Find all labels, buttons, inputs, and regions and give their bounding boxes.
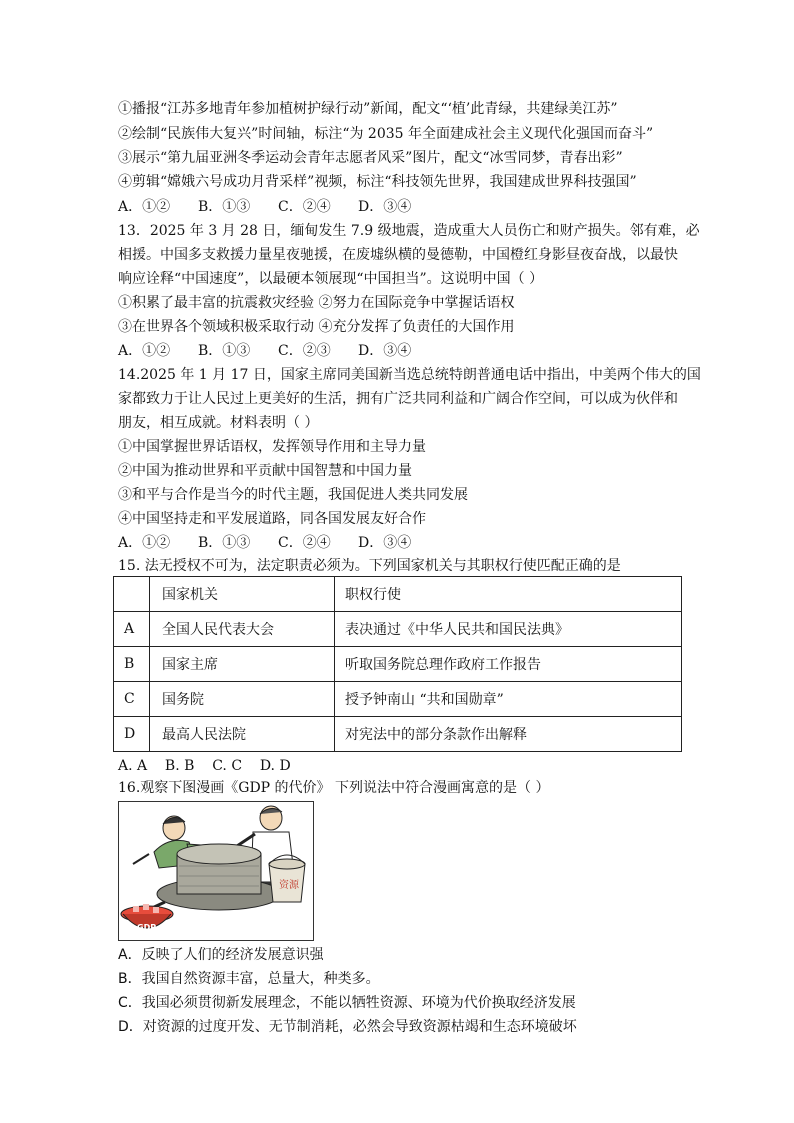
- q16-option-b: B．我国自然资源丰富，总量大，种类多。: [118, 971, 380, 987]
- q14-options: [118, 534, 411, 552]
- table-header-cell: 国家机关: [150, 577, 335, 612]
- q12-option-d: D．③④: [358, 199, 412, 215]
- table-cell-option: A: [114, 612, 150, 647]
- q16-option-d: D．对资源的过度开发、无节制消耗，必然会导致资源枯竭和生态环境破坏: [118, 1019, 577, 1035]
- table-row: [114, 612, 682, 647]
- q12-item-2: ②绘制“民族伟大复兴”时间轴，标注“为 2035 年全面建成社会主义现代化强国而奋斗”: [118, 126, 654, 142]
- table-cell-organ: 国务院: [150, 682, 335, 717]
- q12-options: [118, 198, 411, 216]
- q14-option-a: A．①②: [118, 535, 171, 551]
- q12-option-a: A．①②: [118, 199, 171, 215]
- table-cell-option: C: [114, 682, 150, 717]
- q13-stem-line-3: 响应诠释“中国速度”，以最硬本领展现“中国担当”。这说明中国（ ）: [118, 271, 544, 287]
- q13-option-a: A．①②: [118, 343, 171, 359]
- table-cell-power: 对宪法中的部分条款作出解释: [335, 717, 682, 752]
- q16-stem: 16.观察下图漫画《GDP 的代价》 下列说法中符合漫画寓意的是（ ）: [118, 780, 550, 796]
- q15-stem: 15. 法无授权不可为，法定职责必须为。下列国家机关与其职权行使匹配正确的是: [118, 558, 621, 574]
- q12-item-4: ④剪辑“嫦娥六号成功月背采样”视频，标注“科技领先世界，我国建成世界科技强国”: [118, 174, 637, 190]
- q15-table: [113, 576, 682, 752]
- q13-stem-line-1: 13．2025 年 3 月 28 日，缅甸发生 7.9 级地震，造成重大人员伤亡和财产损失。邻有难，必: [118, 223, 700, 239]
- table-row: [114, 717, 682, 752]
- table-cell-power: 听取国务院总理作政府工作报告: [335, 647, 682, 682]
- table-cell-option: B: [114, 647, 150, 682]
- table-cell-option: D: [114, 717, 150, 752]
- q12-item-1: ①播报“江苏多地青年参加植树护绿行动”新闻，配文“‘植’此青绿，共建绿美江苏”: [118, 101, 618, 117]
- q13-stem-line-2: 相援。中国多支救援力量星夜驰援，在废墟纵横的曼德勒，中国橙红身影昼夜奋战，以最快: [118, 247, 678, 263]
- q14-option-c: C．②④: [278, 535, 331, 551]
- q12-option-c: C．②④: [278, 199, 331, 215]
- gdp-bowl: [121, 904, 173, 932]
- q13-option-b: B．①③: [198, 343, 251, 359]
- q13-options: [118, 342, 411, 360]
- q13-option-d: D．③④: [358, 343, 412, 359]
- cartoon-illustration: [119, 802, 313, 940]
- q14-option-b: B．①③: [198, 535, 251, 551]
- table-row: [114, 682, 682, 717]
- q15-options: A. A B. B C. C D. D: [118, 758, 291, 774]
- table-cell-power: 表决通过《中华人民共和国民法典》: [335, 612, 682, 647]
- table-cell-organ: 国家主席: [150, 647, 335, 682]
- q12-item-3: ③展示“第九届亚洲冬季运动会青年志愿者风采”图片，配文“冰雪同梦，青春出彩”: [118, 150, 623, 166]
- table-cell-organ: 最高人民法院: [150, 717, 335, 752]
- q14-stem-line-3: 朋友，相互成就。材料表明（ ）: [118, 415, 319, 431]
- q16-option-a: A．反映了人们的经济发展意识强: [118, 947, 324, 963]
- q14-item-2: ②中国为推动世界和平贡献中国智慧和中国力量: [118, 463, 412, 479]
- q13-option-c: C．②③: [278, 343, 331, 359]
- q14-option-d: D．③④: [358, 535, 412, 551]
- table-header-cell: 职权行使: [335, 577, 682, 612]
- table-row: [114, 647, 682, 682]
- q13-items-line-2: ③在世界各个领域积极采取行动 ④充分发挥了负责任的大国作用: [118, 319, 515, 335]
- table-header-cell: [114, 577, 150, 612]
- q12-option-b: B．①③: [198, 199, 251, 215]
- table-cell-power: 授予钟南山 “共和国勋章”: [335, 682, 682, 717]
- bowl-label: GDP: [137, 923, 157, 932]
- q16-option-c: C．我国必须贯彻新发展理念，不能以牺牲资源、环境为代价换取经济发展: [118, 995, 576, 1011]
- table-cell-organ: 全国人民代表大会: [150, 612, 335, 647]
- q14-stem-line-2: 家都致力于让人民过上更美好的生活，拥有广泛共同利益和广阔合作空间，可以成为伙伴和: [118, 391, 678, 407]
- gdp-cost-cartoon: [118, 801, 314, 941]
- q13-items-line-1: ①积累了最丰富的抗震救灾经验 ②努力在国际竞争中掌握话语权: [118, 295, 515, 311]
- q14-stem-line-1: 14.2025 年 1 月 17 日，国家主席同美国新当选总统特朗普通电话中指出，中美两个伟大的国: [118, 367, 701, 383]
- q14-item-1: ①中国掌握世界话语权，发挥领导作用和主导力量: [118, 439, 426, 455]
- q14-item-3: ③和平与合作是当今的时代主题，我国促进人类共同发展: [118, 487, 468, 503]
- q14-item-4: ④中国坚持走和平发展道路，同各国发展友好合作: [118, 511, 426, 527]
- resource-bucket: [269, 855, 305, 902]
- table-header-row: [114, 577, 682, 612]
- bucket-label: 资源: [279, 880, 299, 891]
